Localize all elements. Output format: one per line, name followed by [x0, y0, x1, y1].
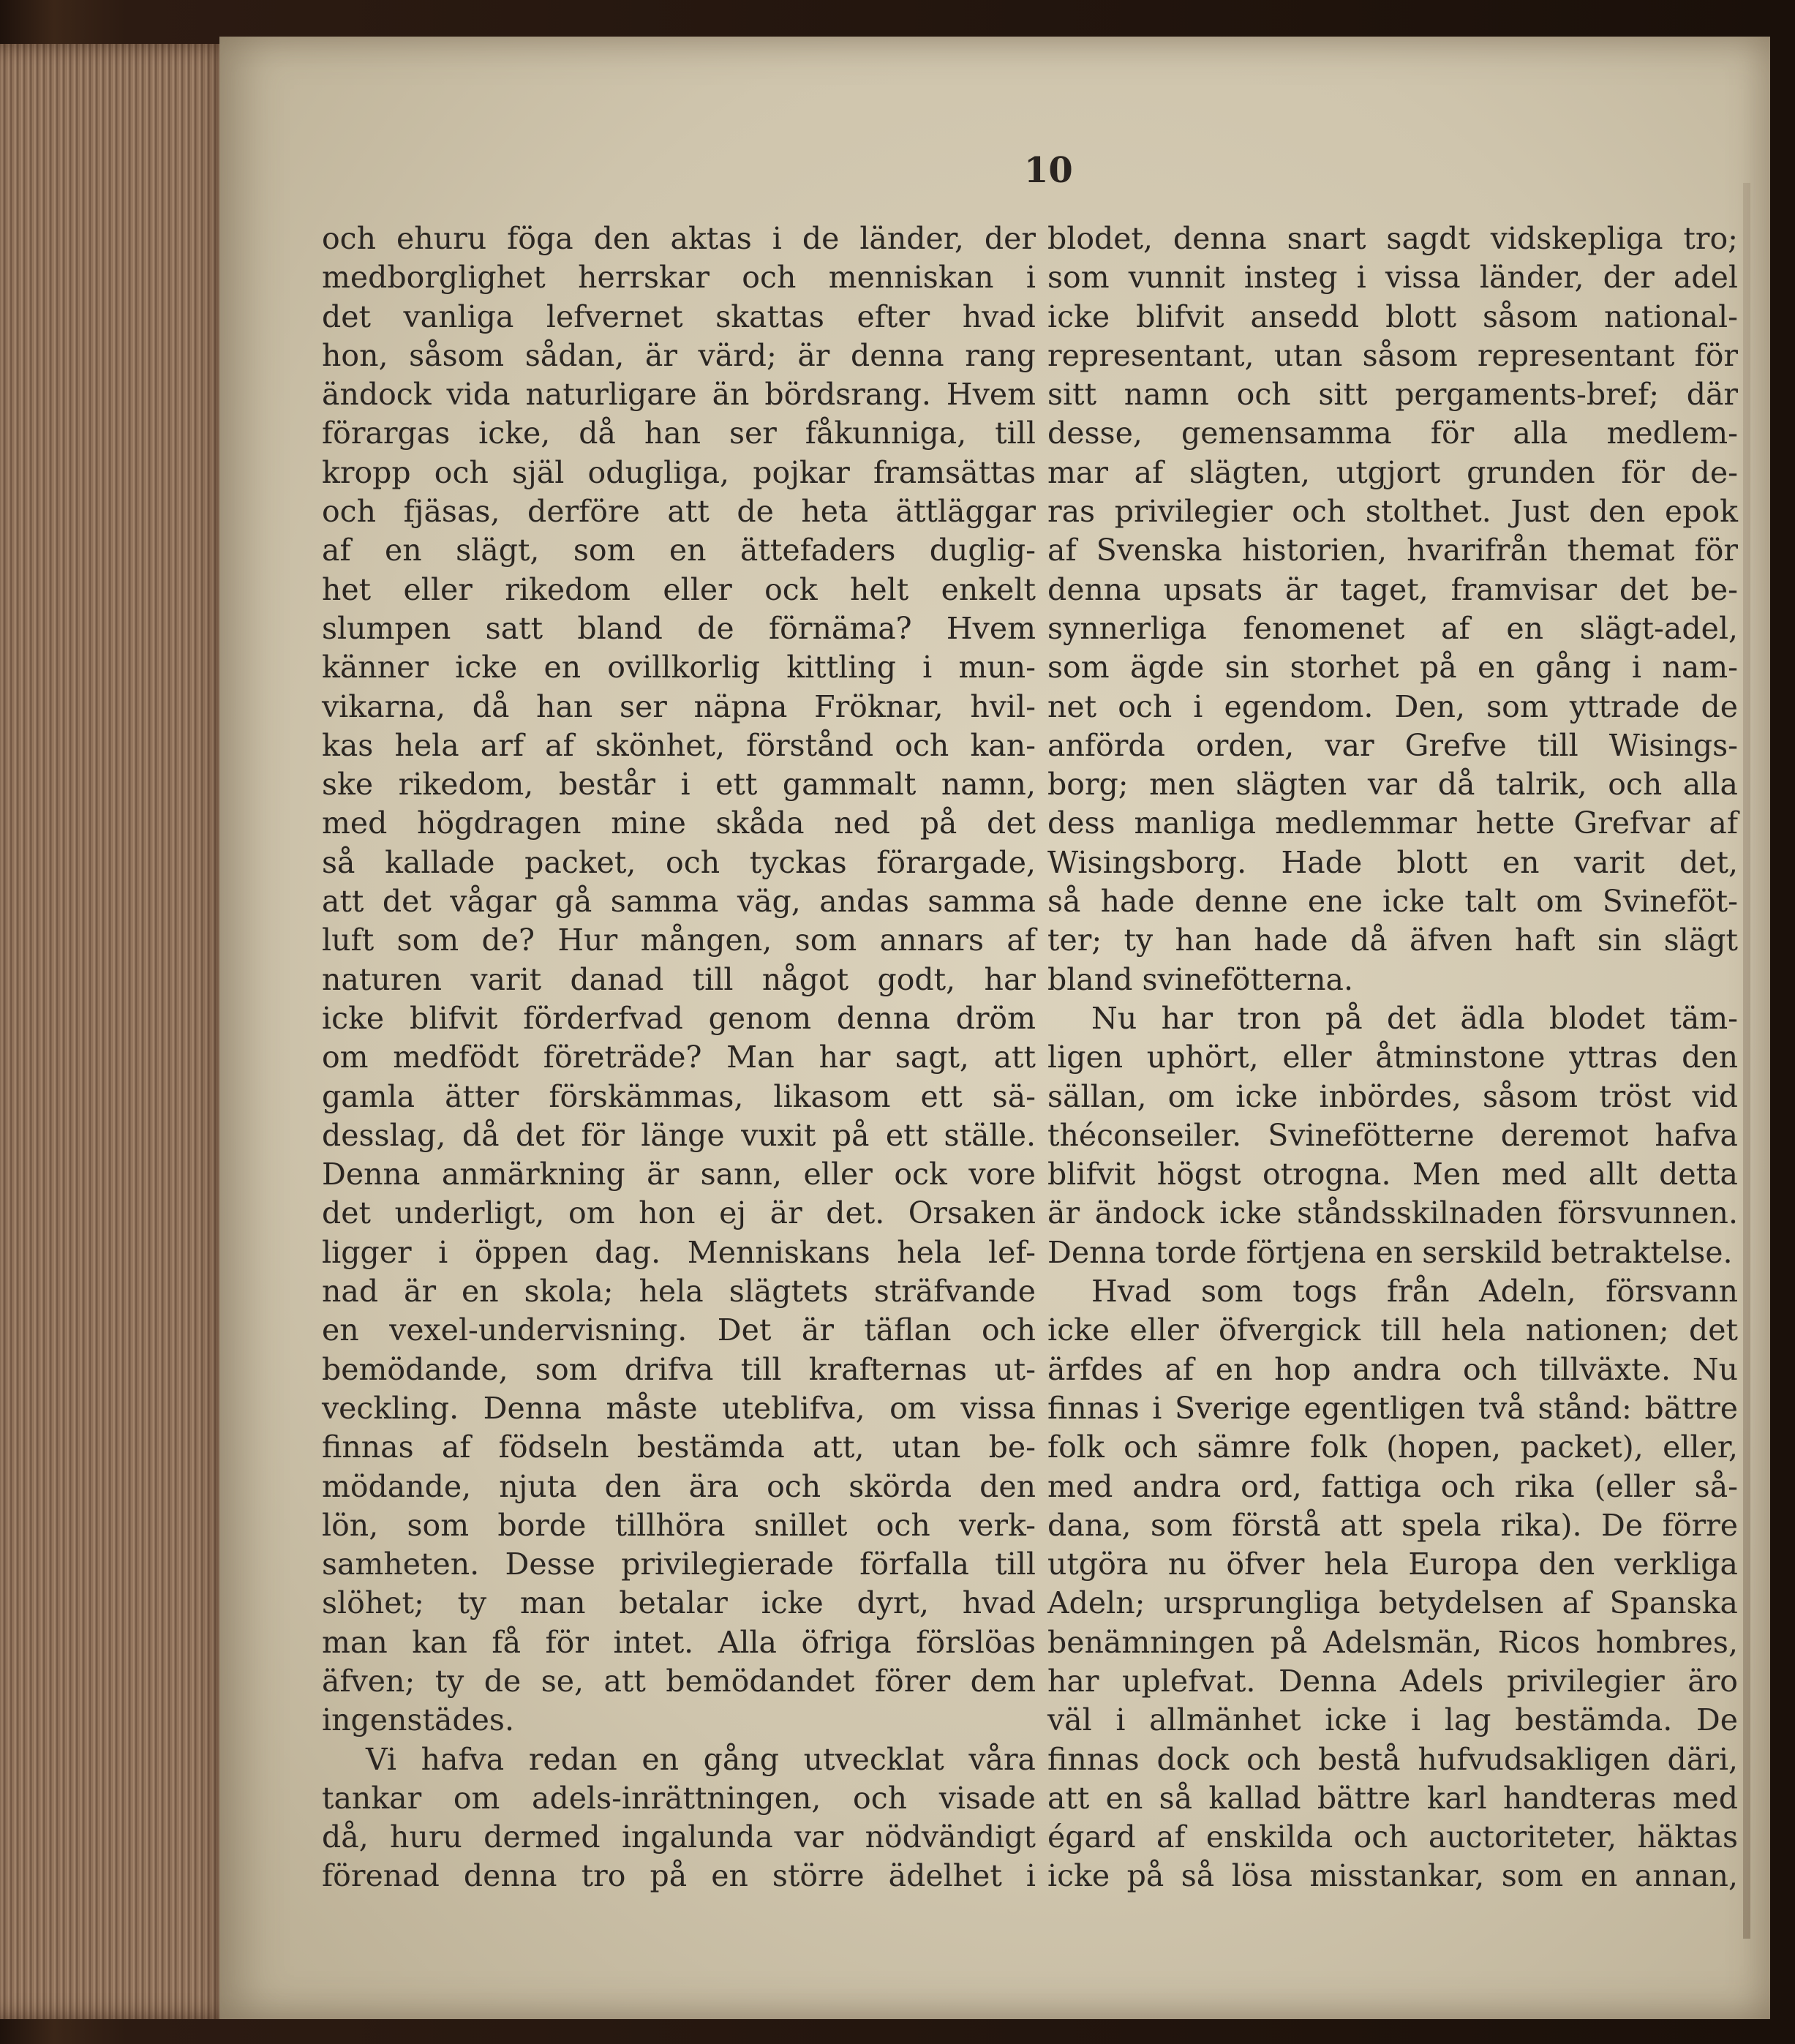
text-line: kas hela arf af skönhet, förstånd och kan-: [322, 727, 1036, 763]
text-line: dana, som förstå att spela rika). De förre: [1047, 1507, 1738, 1543]
text-line: borg; men slägten var då talrik, och alla: [1047, 767, 1738, 803]
text-line: gamla ätter förskämmas, likasom ett sä-: [322, 1078, 1036, 1114]
text-line: så kallade packet, och tyckas förargade,: [322, 844, 1036, 880]
text-line: representant, utan såsom representant för: [1047, 337, 1738, 373]
text-line: bemödande, som drifva till krafternas ut-: [322, 1351, 1036, 1387]
text-line: slumpen satt bland de förnäma? Hvem: [322, 610, 1036, 646]
text-line: ändock vida naturligare än bördsrang. Hvem: [322, 377, 1036, 413]
text-line: blifvit högst otrogna. Men med allt detta: [1047, 1157, 1738, 1192]
text-line: om medfödt företräde? Man har sagt, att: [322, 1040, 1036, 1075]
text-line: samheten. Desse privilegierade förfalla till: [322, 1547, 1036, 1582]
text-line: slöhet; ty man betalar icke dyrt, hvad: [322, 1585, 1036, 1621]
text-line-paragraph-start: Hvad som togs från Adeln, försvann: [1091, 1274, 1738, 1310]
text-line-paragraph-end: Denna torde förtjena en serskild betraktelse.: [1047, 1234, 1733, 1270]
text-line: icke på så lösa misstankar, som en annan,: [1047, 1858, 1738, 1894]
text-line-paragraph-start: Nu har tron på det ädla blodet täm-: [1091, 1000, 1738, 1036]
text-line: att en så kallad bättre karl handteras med: [1047, 1780, 1738, 1816]
text-line: att det vågar gå samma väg, andas samma: [322, 884, 1036, 920]
text-line-paragraph-end: ingenstädes.: [322, 1702, 514, 1738]
text-line: och ehuru föga den aktas i de länder, der: [322, 221, 1036, 256]
text-line: naturen varit danad till något godt, har: [322, 961, 1036, 997]
text-line: medborglighet herrskar och menniskan i: [322, 260, 1036, 296]
text-line: het eller rikedom eller ock helt enkelt: [322, 571, 1036, 607]
text-line: synnerliga fenomenet af en slägt-adel,: [1047, 610, 1738, 646]
text-line: hon, såsom sådan, är värd; är denna rang: [322, 337, 1036, 373]
text-line: är ändock icke ståndsskilnaden försvunnen.: [1047, 1195, 1738, 1231]
text-line: då, huru dermed ingalunda var nödvändigt: [322, 1819, 1036, 1855]
text-line: lön, som borde tillhöra snillet och verk-: [322, 1507, 1036, 1543]
text-line: har uplefvat. Denna Adels privilegier äro: [1047, 1663, 1738, 1699]
page-right-edge: [1743, 183, 1750, 1939]
text-line: net och i egendom. Den, som yttrade de: [1047, 688, 1738, 724]
text-line: det vanliga lefvernet skattas efter hvad: [322, 298, 1036, 334]
right-text-column: [1047, 219, 1738, 1896]
text-line: veckling. Denna måste uteblifva, om vissa: [322, 1390, 1036, 1426]
text-line: Wisingsborg. Hade blott en varit det,: [1047, 844, 1738, 880]
text-line: som ägde sin storhet på en gång i nam-: [1047, 650, 1738, 685]
left-text-column: [322, 219, 1036, 1896]
text-line: finnas dock och bestå hufvudsakligen däri,: [1047, 1741, 1738, 1777]
text-line: en vexel-undervisning. Det är täflan och: [322, 1312, 1036, 1348]
text-line: icke eller öfvergick till hela nationen; det: [1047, 1312, 1738, 1348]
text-line: med högdragen mine skåda ned på det: [322, 805, 1036, 841]
text-line: ligen uphört, eller åtminstone yttras den: [1047, 1040, 1738, 1075]
text-line: Adeln; ursprungliga betydelsen af Spanska: [1047, 1585, 1738, 1621]
text-line: Denna anmärkning är sann, eller ock vore: [322, 1157, 1036, 1192]
text-line: anförda orden, var Grefve till Wisings-: [1047, 727, 1738, 763]
text-line: ter; ty han hade då äfven haft sin slägt: [1047, 923, 1738, 958]
text-line: kropp och själ odugliga, pojkar framsättas: [322, 454, 1036, 490]
text-line: vikarna, då han ser näpna Fröknar, hvil-: [322, 688, 1036, 724]
text-line: af Svenska historien, hvarifrån themat för: [1047, 533, 1738, 568]
text-line-paragraph-start: Vi hafva redan en gång utvecklat våra: [366, 1741, 1036, 1777]
text-line: desse, gemensamma för alla medlem-: [1047, 416, 1738, 451]
text-line: utgöra nu öfver hela Europa den verkliga: [1047, 1547, 1738, 1582]
text-line: théconseiler. Svinefötterne deremot hafva: [1047, 1117, 1738, 1153]
text-line: och fjäsas, derföre att de heta ättläggar: [322, 494, 1036, 530]
text-line: man kan få för intet. Alla öfriga förslöas: [322, 1624, 1036, 1660]
text-line: ske rikedom, består i ett gammalt namn,: [322, 767, 1036, 803]
text-line: förargas icke, då han ser fåkunniga, till: [322, 416, 1036, 451]
text-line: väl i allmänhet icke i lag bestämda. De: [1047, 1702, 1738, 1738]
book-page-edges: [0, 44, 234, 2019]
text-line: icke blifvit ansedd blott såsom national-: [1047, 298, 1738, 334]
text-line: égard af enskilda och auctoriteter, häktas: [1047, 1819, 1738, 1855]
text-line: sitt namn och sitt pergaments-bref; där: [1047, 377, 1738, 413]
text-line: luft som de? Hur mången, som annars af: [322, 923, 1036, 958]
text-line: ligger i öppen dag. Menniskans hela lef-: [322, 1234, 1036, 1270]
text-line: förenad denna tro på en större ädelhet i: [322, 1858, 1036, 1894]
text-line-paragraph-end: bland svinefötterna.: [1047, 961, 1354, 997]
text-line: finnas af födseln bestämda att, utan be-: [322, 1429, 1036, 1465]
text-line: tankar om adels-inrättningen, och visade: [322, 1780, 1036, 1816]
text-line: finnas i Sverige egentligen två stånd: bättre: [1047, 1390, 1738, 1426]
text-line: benämningen på Adelsmän, Ricos hombres,: [1047, 1624, 1738, 1660]
text-line: denna upsats är taget, framvisar det be-: [1047, 571, 1738, 607]
text-line: dess manliga medlemmar hette Grefvar af: [1047, 805, 1738, 841]
page-number: 10: [1024, 150, 1073, 191]
text-line: med andra ord, fattiga och rika (eller så-: [1047, 1468, 1738, 1504]
text-line: ärfdes af en hop andra och tillväxte. Nu: [1047, 1351, 1738, 1387]
text-line: blodet, denna snart sagdt vidskepliga tro;: [1047, 221, 1738, 256]
text-line: känner icke en ovillkorlig kittling i mun-: [322, 650, 1036, 685]
text-line: mödande, njuta den ära och skörda den: [322, 1468, 1036, 1504]
text-line: af en slägt, som en ättefaders duglig-: [322, 533, 1036, 568]
text-line: som vunnit insteg i vissa länder, der adel: [1047, 260, 1738, 296]
text-line: sällan, om icke inbördes, såsom tröst vid: [1047, 1078, 1738, 1114]
text-line: mar af slägten, utgjort grunden för de-: [1047, 454, 1738, 490]
text-line: ras privilegier och stolthet. Just den epok: [1047, 494, 1738, 530]
text-line: nad är en skola; hela slägtets sträfvande: [322, 1274, 1036, 1310]
text-line: så hade denne ene icke talt om Svineföt-: [1047, 884, 1738, 920]
text-line: desslag, då det för länge vuxit på ett ställe.: [322, 1117, 1036, 1153]
text-line: folk och sämre folk (hopen, packet), eller,: [1047, 1429, 1738, 1465]
text-line: det underligt, om hon ej är det. Orsaken: [322, 1195, 1036, 1231]
text-line: icke blifvit förderfvad genom denna dröm: [322, 1000, 1036, 1036]
text-line: äfven; ty de se, att bemödandet förer dem: [322, 1663, 1036, 1699]
